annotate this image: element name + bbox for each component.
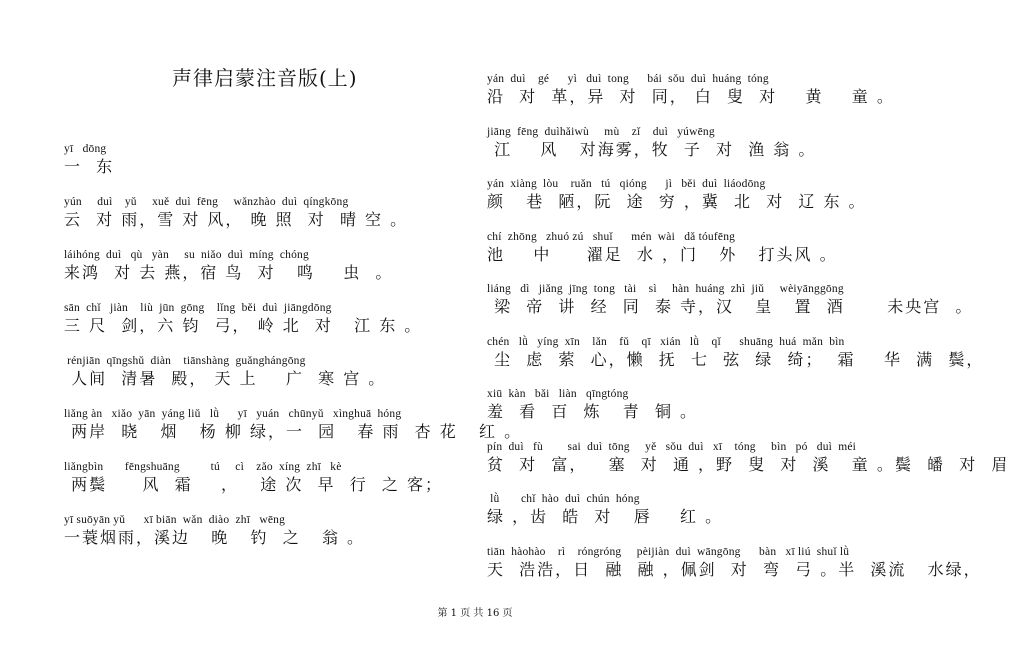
pinyin-text: pín duì fù sai duì tōng yě sǒu duì xī tóng bìn pó duì méi xyxy=(487,440,857,453)
verse-line xyxy=(487,545,982,598)
right-column xyxy=(487,72,1009,597)
hanzi-text: 贫 对 富， 塞 对 通 ，野 叟 对 溪 童 。鬓 皤 对 眉 xyxy=(487,454,1009,474)
hanzi-text: 人间 清暑 殿， 天 上 广 寒 宫 。 xyxy=(64,369,387,388)
hanzi-text: 羞 看 百 炼 青 铜 。 xyxy=(487,402,699,421)
pinyin-text: lǜ chǐ hào duì chún hóng xyxy=(487,493,640,505)
verse-line xyxy=(487,230,927,283)
verse-line xyxy=(64,513,454,566)
hanzi-text: 一 东 xyxy=(64,157,115,176)
pinyin-text: liǎngbìn fēngshuāng tú cì zǎo xíng zhī kè xyxy=(64,461,342,473)
verse-line xyxy=(64,354,454,407)
pinyin-text: jiāng fēng duìhǎiwù mù zǐ duì yúwēng xyxy=(487,125,715,138)
pinyin-text: chén lǜ yíng xīn lǎn fǔ qī xián lǜ qǐ shuāng huá mǎn bìn xyxy=(487,335,845,348)
pinyin-text: liáng dì jiǎng jīng tong tài sì hàn huáng zhì jiǔ wèiyānggōng xyxy=(487,283,844,295)
page-title: 声律启蒙注音版(上) xyxy=(172,66,358,90)
hanzi-text: 沿 对 革，异 对 同， 白 叟 对 黄 童 。 xyxy=(487,87,895,106)
verse-line xyxy=(487,282,974,335)
pinyin-text: xiū kàn bǎi liàn qīngtóng xyxy=(487,388,629,400)
page-footer: 第 1 页 共 16 页 xyxy=(437,608,513,619)
verse-line xyxy=(487,440,1009,493)
hanzi-text: 颜 巷 陋，阮 途 穷 ，冀 北 对 辽 东 。 xyxy=(487,192,867,211)
verse-line xyxy=(64,301,454,354)
hanzi-text: 三 尺 剑，六 钧 弓， 岭 北 对 江 东 。 xyxy=(64,316,423,335)
hanzi-text: 云 对 雨，雪 对 风， 晚 照 对 晴 空 。 xyxy=(64,210,409,229)
pinyin-text: chí zhōng zhuó zú shuǐ mén wài dǎ tóufēng xyxy=(487,230,736,243)
hanzi-text: 天 浩浩，日 融 融 ，佩剑 对 弯 弓 。半 溪流 水绿， xyxy=(487,559,982,579)
pinyin-text: yún duì yǔ xuě duì fēng wǎnzhào duì qíngkōng xyxy=(64,196,349,208)
hanzi-text: 两岸 晓 烟 杨 柳 绿，一 园 春 雨 杏 花 红 。 xyxy=(64,422,523,441)
pinyin-text: liǎng àn xiǎo yān yáng liǔ lǜ yī yuán chūnyǔ xìnghuā hóng xyxy=(64,408,402,420)
left-column xyxy=(64,142,523,566)
verse-line xyxy=(487,387,927,440)
verse-line xyxy=(487,177,927,230)
pinyin-text: sān chǐ jiàn liù jūn gōng lǐng běi duì jiāngdōng xyxy=(64,302,332,314)
verse-line xyxy=(487,72,927,125)
hanzi-text: 尘 虑 萦 心，懒 抚 七 弦 绿 绮； 霜 华 满 鬓， xyxy=(487,349,985,369)
hanzi-text: 梁 帝 讲 经 同 泰 寺，汉 皇 置 酒 未央宫 。 xyxy=(487,297,974,316)
hanzi-text: 池 中 濯足 水 ，门 外 打头风 。 xyxy=(487,244,838,264)
hanzi-text: 来鸿 对 去 燕，宿 鸟 对 鸣 虫 。 xyxy=(64,263,394,282)
verse-line xyxy=(487,492,927,545)
verse-line xyxy=(64,248,454,301)
hanzi-text: 两鬓 风 霜 ， 途 次 早 行 之 客； xyxy=(64,475,443,494)
pinyin-text: yī suōyān yǔ xī biān wǎn diào zhī wēng xyxy=(64,514,286,526)
hanzi-text: 江 风 对海雾，牧 子 对 渔 翁 。 xyxy=(487,139,817,159)
hanzi-text: 一蓑烟雨，溪边 晚 钓 之 翁 。 xyxy=(64,528,366,547)
pinyin-text: tiān hàohào rì róngróng pèijiàn duì wāngōng bàn xī liú shuǐ lǜ xyxy=(487,545,850,558)
verse-line xyxy=(487,125,927,178)
pinyin-text: yán xiàng lòu ruǎn tú qióng jì běi duì liáodōng xyxy=(487,178,766,190)
verse-line xyxy=(64,142,454,195)
verse-line xyxy=(64,460,454,513)
verse-line xyxy=(64,407,523,460)
verse-line xyxy=(487,335,985,388)
pinyin-text: yán duì gé yì duì tong bái sǒu duì huáng tóng xyxy=(487,73,769,85)
hanzi-text: 绿 ，齿 皓 对 唇 红 。 xyxy=(487,507,724,526)
pinyin-text: láihóng duì qù yàn su niǎo duì míng chóng xyxy=(64,249,309,261)
pinyin-text: rénjiān qīngshǔ diàn tiānshàng guǎnghángōng xyxy=(64,355,306,367)
pinyin-text: yī dōng xyxy=(64,143,107,155)
verse-line xyxy=(64,195,454,248)
